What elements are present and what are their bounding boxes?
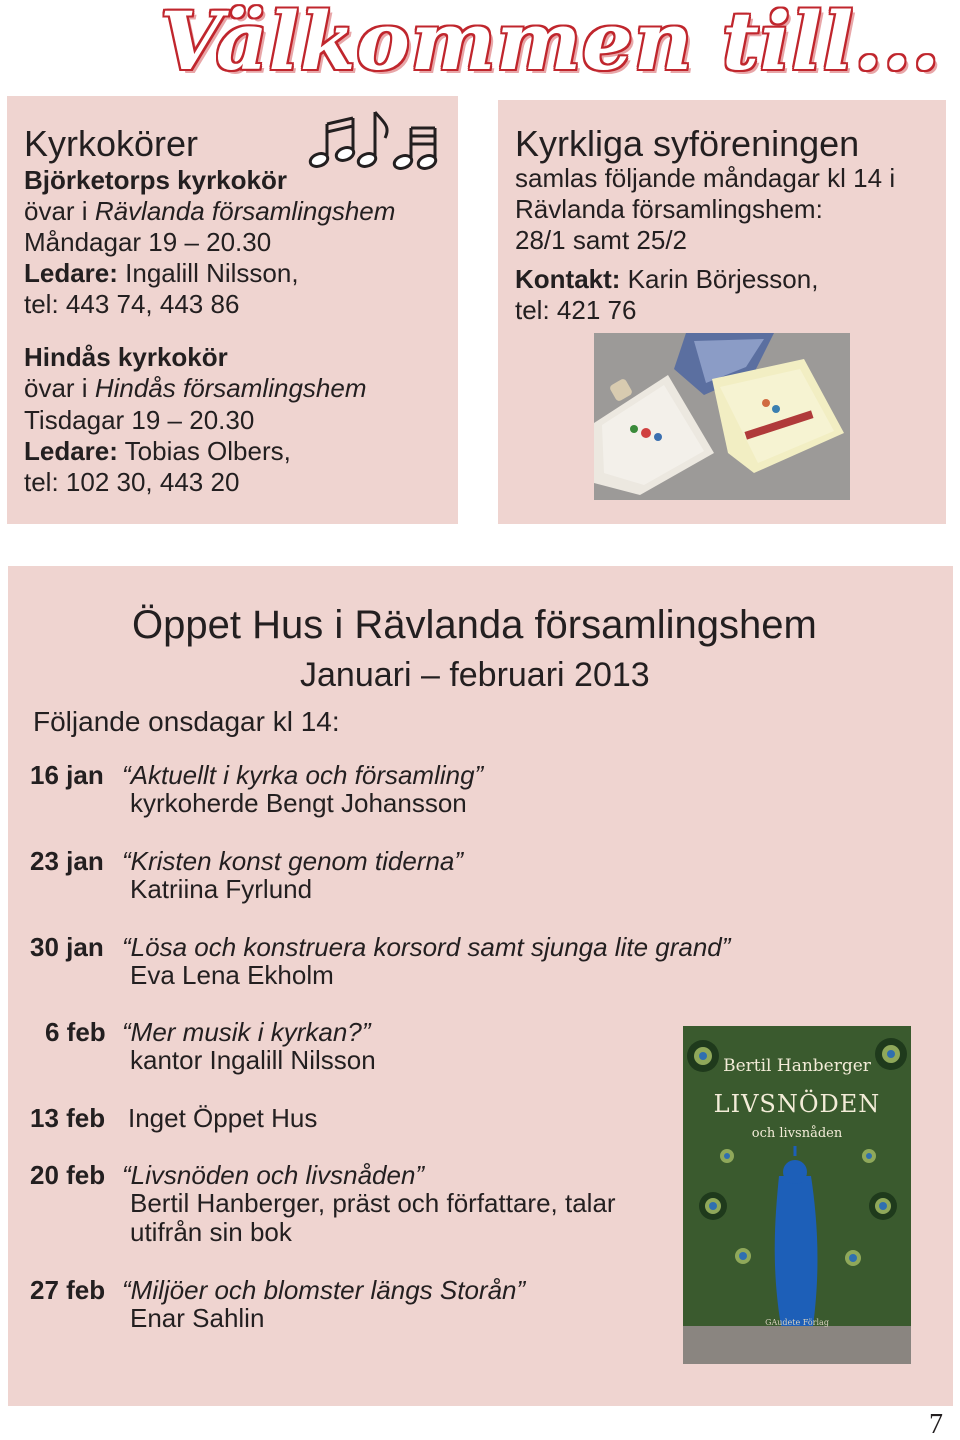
sewing-line-1: samlas följande måndagar kl 14 i bbox=[515, 163, 896, 193]
event-date: 16 jan bbox=[30, 760, 104, 790]
sewing-heading: Kyrkliga syföreningen bbox=[515, 123, 860, 164]
sewing-contact: Kontakt: Karin Börjesson, bbox=[515, 264, 819, 294]
hindas-leader: Ledare: Tobias Olbers, bbox=[24, 436, 291, 466]
book-publisher: GAudete Förlag bbox=[765, 1318, 829, 1327]
event-speaker: Bertil Hanberger, präst och författare, talar utifrån sin bok bbox=[130, 1188, 616, 1247]
choirs-heading: Kyrkokörer bbox=[24, 123, 199, 164]
open-house-intro: Följande onsdagar kl 14: bbox=[33, 706, 340, 737]
bjorketorp-phone: tel: 443 74, 443 86 bbox=[24, 289, 240, 319]
event-speaker: Enar Sahlin bbox=[130, 1303, 265, 1333]
book-cover bbox=[683, 1026, 911, 1364]
book-title: LIVSNÖDEN bbox=[713, 1090, 881, 1118]
sewing-dates: 28/1 samt 25/2 bbox=[515, 225, 687, 255]
bjorketorp-practice-place: övar i Rävlanda församlingshem bbox=[24, 196, 396, 226]
event-date: 27 feb bbox=[30, 1275, 106, 1305]
open-house-period: Januari – februari 2013 bbox=[300, 656, 650, 694]
sewing-phone: tel: 421 76 bbox=[515, 295, 637, 325]
welcome-headline: Välkommen till... bbox=[160, 0, 941, 88]
page-number: 7 bbox=[929, 1409, 943, 1440]
sewing-line-2: Rävlanda församlingshem: bbox=[515, 194, 823, 224]
bjorketorp-schedule: Måndagar 19 – 20.30 bbox=[24, 227, 272, 257]
event-speaker: Eva Lena Ekholm bbox=[130, 960, 334, 990]
event-title: Inget Öppet Hus bbox=[128, 1103, 318, 1133]
event-title: “Lösa och konstruera korsord samt sjunga lite grand” bbox=[122, 932, 731, 962]
hindas-practice-place: övar i Hindås församlingshem bbox=[24, 373, 367, 403]
event-title: “Livsnöden och livsnåden” bbox=[122, 1160, 425, 1190]
event-date: 30 jan bbox=[30, 932, 104, 962]
open-house-title: Öppet Hus i Rävlanda församlingshem bbox=[132, 603, 817, 647]
book-subtitle: och livsnåden bbox=[751, 1126, 843, 1141]
event-title: “Mer musik i kyrkan?” bbox=[122, 1017, 371, 1047]
event-speaker: kantor Ingalill Nilsson bbox=[130, 1045, 376, 1075]
hindas-phone: tel: 102 30, 443 20 bbox=[24, 467, 240, 497]
bjorketorp-choir-name: Björketorps kyrkokör bbox=[24, 165, 287, 195]
event-speaker: Katriina Fyrlund bbox=[130, 874, 313, 904]
event-date: 20 feb bbox=[30, 1160, 106, 1190]
event-speaker: kyrkoherde Bengt Johansson bbox=[130, 788, 467, 818]
music-notes-icon bbox=[305, 108, 445, 173]
hindas-choir-name: Hindås kyrkokör bbox=[24, 342, 228, 372]
event-date: 13 feb bbox=[30, 1103, 106, 1133]
bjorketorp-leader: Ledare: Ingalill Nilsson, bbox=[24, 258, 299, 288]
event-date: 6 feb bbox=[45, 1017, 106, 1047]
event-title: “Aktuellt i kyrka och församling” bbox=[122, 760, 484, 790]
hindas-schedule: Tisdagar 19 – 20.30 bbox=[24, 405, 255, 435]
event-title: “Miljöer och blomster längs Storån” bbox=[122, 1275, 526, 1305]
book-author: Bertil Hanberger bbox=[723, 1056, 871, 1076]
event-title: “Kristen konst genom tiderna” bbox=[122, 846, 464, 876]
event-date: 23 jan bbox=[30, 846, 104, 876]
embroidery-photo bbox=[594, 333, 850, 500]
